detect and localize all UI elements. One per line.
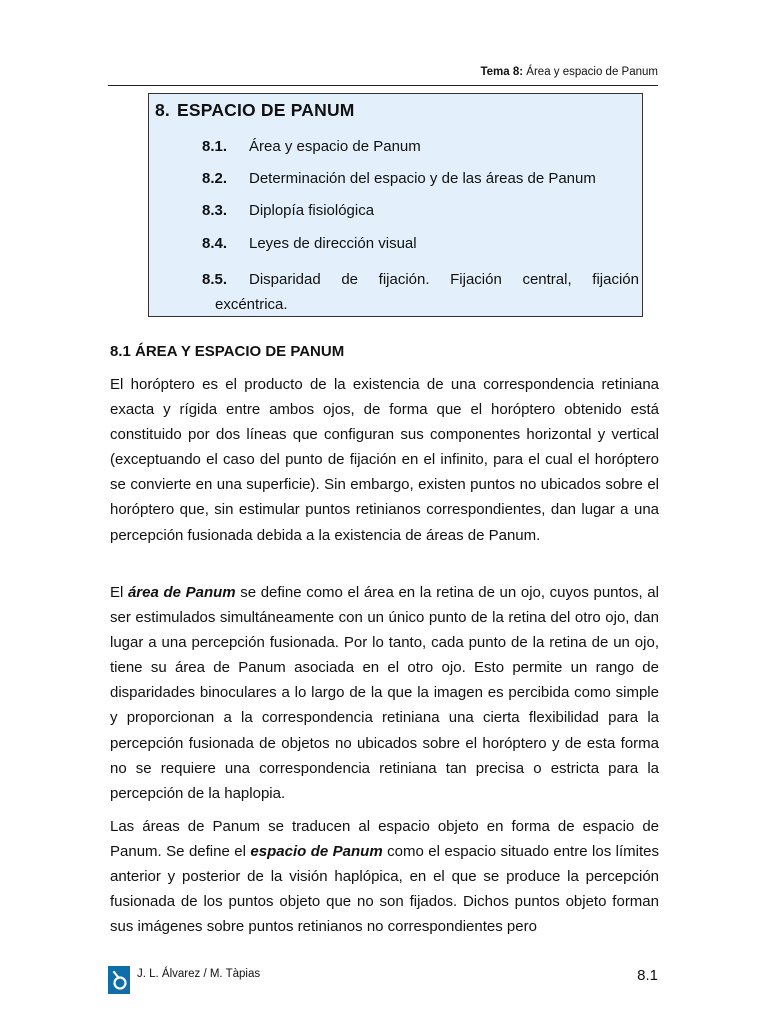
page-number: 8.1 bbox=[637, 967, 658, 984]
header-title: Área y espacio de Panum bbox=[526, 66, 658, 78]
defined-term: área de Panum bbox=[127, 584, 236, 601]
body-paragraph bbox=[110, 814, 659, 939]
body-paragraph bbox=[110, 580, 659, 806]
paragraph-text: se define como el área en la retina de un ojo, cuyos puntos, al ser estimulados simultáneamente con un único punto de la retina del otro ojo, dan lugar a una percepción fusionada. Por lo tanto, cada punto de la retina de un ojo, tiene su área de Panum asociada en el otro ojo. Esto permite un rango de disparidades binoculares a lo largo de la que la imagen es percibida como simple y proporcionan a la correspondencia retiniana una cierta flexibilidad para la percepción fusionada de objetos no ubicados sobre el horóptero y de esta forma no se requiere una correspondencia retiniana tan precisa o estricta para la percepción de la haplopia. bbox=[110, 584, 659, 802]
toc-item-label bbox=[249, 267, 639, 292]
toc-item-number: 8.1. bbox=[202, 138, 228, 155]
toc-item-label: Determinación del espacio y de las áreas de Panum bbox=[249, 170, 596, 187]
toc-word: Fijación bbox=[450, 271, 502, 288]
publisher-logo-icon bbox=[108, 966, 130, 994]
toc-item-number: 8.2. bbox=[202, 170, 228, 187]
header-divider bbox=[108, 85, 658, 86]
toc-item-label: Diplopía fisiológica bbox=[249, 202, 375, 219]
toc-word: fijación bbox=[592, 271, 639, 288]
paragraph-text: como el espacio situado entre los límites anterior y posterior de la visión haplópica, en el que se produce la percepción fusionada de los puntos objeto que no son fijados. Dichos puntos objeto forman sus imágenes sobre puntos retinianos no correspondientes pero bbox=[110, 843, 659, 936]
footer-authors: J. L. Álvarez / M. Tàpias bbox=[137, 968, 261, 980]
section-heading: 8.1 ÁREA Y ESPACIO DE PANUM bbox=[110, 343, 345, 360]
toc-item-number: 8.4. bbox=[202, 235, 228, 252]
toc-item-label: Área y espacio de Panum bbox=[249, 138, 421, 155]
running-header bbox=[480, 66, 658, 78]
chapter-title-text: ESPACIO DE PANUM bbox=[177, 100, 355, 120]
chapter-number: 8. bbox=[155, 100, 170, 120]
toc-word: central, bbox=[522, 271, 572, 288]
toc-word: de bbox=[341, 271, 359, 288]
toc-item-number: 8.5. bbox=[202, 271, 228, 288]
header-prefix: Tema 8: bbox=[480, 66, 524, 78]
body-paragraph: El horóptero es el producto de la existencia de una correspondencia retiniana exacta y rígida entre ambos ojos, de forma que el horóptero obtenido está constituido por dos líneas que configuran sus componentes horizontal y vertical (exceptuando el caso del punto de fijación en el infinito, para el cual el horóptero se convierte en una superficie). Sin embargo, existen puntos no ubicados sobre el horóptero que, sin estimular puntos retinianos correspondientes, dan lugar a una percepción fusionada debida a la existencia de áreas de Panum. bbox=[110, 376, 659, 544]
toc-word: fijación. bbox=[378, 271, 430, 288]
defined-term: espacio de Panum bbox=[250, 843, 383, 861]
toc-word: Disparidad bbox=[249, 271, 321, 288]
paragraph-text: El bbox=[110, 584, 128, 601]
chapter-contents-box bbox=[148, 93, 643, 317]
toc-item-label: Leyes de dirección visual bbox=[249, 235, 417, 252]
toc-item-number: 8.3. bbox=[202, 202, 228, 219]
paragraph-text: Las áreas de Panum se traducen al espacio objeto en forma de espacio de Panum. Se define el bbox=[110, 818, 659, 861]
toc-item-continuation: excéntrica. bbox=[215, 296, 288, 313]
chapter-title bbox=[155, 100, 355, 121]
